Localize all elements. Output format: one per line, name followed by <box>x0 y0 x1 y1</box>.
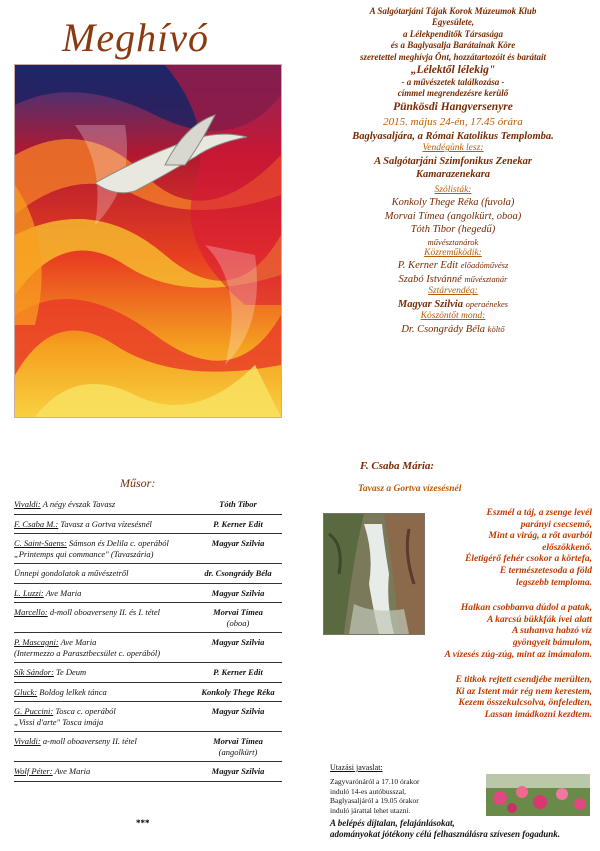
program-item <box>14 607 282 628</box>
travel-heading: Utazási javaslat: <box>330 763 383 772</box>
program-work-detail: „Vissi d'arte" Tosca imája <box>14 716 104 727</box>
greeting-label: Köszöntőt mond: <box>420 311 486 322</box>
program-work-detail: „Printemps qui commance" (Tavaszária) <box>14 548 154 559</box>
flowers-photo <box>486 774 590 816</box>
poem-line: legszebb temploma. <box>516 577 592 588</box>
program-work <box>14 736 194 747</box>
poem-line: Kezem összekulcsolva, önfeledten, <box>458 698 592 709</box>
star-name: Magyar Szilvia <box>397 298 463 310</box>
program-author: Marcello: <box>14 607 48 617</box>
program-divider <box>14 533 282 534</box>
contributors-label: Közreműködik: <box>424 248 482 259</box>
event-venue: Baglyasaljára, a Római Katolikus Templomba. <box>352 130 554 142</box>
event-subtitle: címmel megrendezésre kerülő <box>397 88 509 99</box>
poem-line: A suhanva habzó víz <box>512 626 592 637</box>
poem-line: Életigérő fehér csokor a körtefa, <box>465 554 592 565</box>
greeting-name: Dr. Csongrády Béla <box>401 323 486 335</box>
performer-name: Magyar Szilvia <box>211 538 265 548</box>
program-work-title: Sámson és Delila c. operából <box>66 538 169 548</box>
travel-line: Baglyasaljáról a 19.05 órakor <box>330 796 419 805</box>
soloists-role: művésztanárok <box>427 236 479 247</box>
contributor-role: művésztanár <box>464 273 508 284</box>
poem-stanza <box>390 603 592 661</box>
performer-name: Morvai Tímea <box>213 736 263 746</box>
program-work-title: A négy évszak Tavasz <box>40 499 116 509</box>
concert-name: Pünkösdi Hangversenyre <box>393 100 513 113</box>
soloist: Morvai Tímea (angolkürt, oboa) <box>384 210 522 222</box>
program-performer <box>194 568 282 579</box>
program-performer <box>194 766 282 777</box>
poem-title: Tavasz a Gortva vízesésnél <box>358 484 462 494</box>
program-work <box>14 637 194 658</box>
flowers-svg <box>486 774 590 816</box>
poem-line: Halkan csobbanva dúdol a patak, <box>460 603 592 614</box>
performer-name: Magyar Szilvia <box>211 637 265 647</box>
poem-stanza <box>390 508 592 589</box>
program-performer <box>194 736 282 757</box>
program-list <box>14 499 282 786</box>
performer-name: P. Kerner Edit <box>213 667 263 677</box>
program-author: P. Mascagni: <box>14 637 59 647</box>
program-work <box>14 568 194 579</box>
program-divider <box>14 632 282 633</box>
travel-info <box>330 777 480 815</box>
organizer-line: A Salgótarjáni Tájak Korok Múzeumok Klub <box>369 6 537 16</box>
performer-name: Morvai Tímea <box>213 607 263 617</box>
program-work-title: a-moll oboaverseny II. tétel <box>40 736 137 746</box>
organizer-line: a Lélekpenditők Társasága <box>403 28 503 39</box>
soloists-label: Szólisták: <box>434 184 472 195</box>
program-work-title: Te Deum <box>53 667 87 677</box>
performer-name: Magyar Szilvia <box>211 587 265 598</box>
program-item <box>14 568 282 579</box>
program-divider <box>14 583 282 584</box>
guest-label: Vendégünk lesz: <box>422 143 484 154</box>
soloist: Tóth Tibor (hegedű) <box>410 224 496 236</box>
contributor <box>310 259 596 273</box>
performer-name: dr. Csongrády Béla <box>204 568 272 578</box>
program-divider <box>14 563 282 564</box>
program-performer <box>194 538 282 549</box>
program-performer <box>194 637 282 648</box>
program-performer <box>194 706 282 717</box>
star-role: operaénekes <box>465 298 509 309</box>
greeting-role: költő <box>487 323 505 334</box>
program-work-title: Ünnepi gondolatok a művészetről <box>14 568 129 578</box>
program-divider <box>14 662 282 663</box>
program-author: Vivaldi: <box>14 499 41 509</box>
program-performer <box>194 519 282 530</box>
travel-line: induló 14-es autóbusszal, <box>330 786 407 796</box>
program-performer <box>194 588 282 599</box>
poem-line: A vízesés zúg-zúg, mint az imámalom. <box>444 649 592 660</box>
program-work-title: Tosca c. operából <box>53 706 116 716</box>
event-subtitle: - a művészetek találkozása - <box>401 77 505 88</box>
flame-painting-svg <box>15 65 281 417</box>
poem-stanza <box>390 675 592 721</box>
program-author: L. Luzzi: <box>14 587 44 598</box>
program-author: Sík Sándor: <box>14 667 54 677</box>
program-divider <box>14 761 282 762</box>
poem-line: előszökkenő. <box>542 542 592 553</box>
program-author: Vivaldi: <box>14 736 41 746</box>
program-item <box>14 538 282 559</box>
guest-name: A Salgótarjáni Szimfonikus Zenekar <box>374 155 532 167</box>
event-date: 2015. május 24-én, 17.45 órára <box>383 115 523 128</box>
poem-author: F. Csaba Mária: <box>360 460 435 472</box>
organizer-line: és a Baglyasalja Barátainak Köre <box>390 40 516 51</box>
program-performer <box>194 607 282 628</box>
program-item <box>14 766 282 777</box>
program-work <box>14 538 194 559</box>
program-performer <box>194 667 282 678</box>
program-work <box>14 706 194 727</box>
poem-line: E természetesoda a föld <box>499 565 592 576</box>
page-title: Meghívó <box>62 15 209 60</box>
program-closing: *** <box>136 818 150 828</box>
program-work-title: Ave Maria <box>43 587 82 598</box>
program-item <box>14 499 282 510</box>
footer-line: A belépés díjtalan, felajánlásokat, <box>330 818 455 828</box>
event-title: „Lélektől lélekig" <box>410 64 496 77</box>
program-title: Műsor: <box>120 476 156 490</box>
performer-name: P. Kerner Edit <box>213 518 263 529</box>
program-work <box>14 519 194 530</box>
performer-name: Magyar Szilvia <box>211 706 265 716</box>
poem-line: gyöngyeit bámulom, <box>512 637 592 648</box>
program-author: Wolf Péter: <box>14 766 53 776</box>
invite-line: szeretettel meghívja Önt, hozzátartozóit és barátait <box>359 51 546 62</box>
program-divider <box>14 731 282 732</box>
poem-line: Eszmél a táj, a zsenge levél <box>486 508 592 518</box>
program-work <box>14 687 194 698</box>
poem-line: parányi csecsemő, <box>520 519 592 530</box>
program-work <box>14 766 194 777</box>
star-label: Sztárvendég: <box>428 286 478 297</box>
footer-note <box>330 818 600 840</box>
program-work <box>14 667 194 678</box>
poem-line: Ki az Istent már rég nem kerestem, <box>455 686 592 697</box>
abstract-painting-image <box>14 64 282 418</box>
program-performer <box>194 499 282 510</box>
program-item <box>14 519 282 530</box>
guest-name: Kamarazenekara <box>415 169 491 181</box>
program-author: C. Saint-Saens: <box>14 538 67 548</box>
program-divider <box>14 514 282 515</box>
program-item <box>14 588 282 599</box>
poem-body <box>390 508 592 736</box>
program-author: G. Puccini: <box>14 706 54 716</box>
contributor <box>310 273 596 287</box>
poem-line: Mint a virág, a rőt avarból <box>488 531 592 542</box>
program-work-detail: (Intermezzo a Parasztbecsület c. operából) <box>14 647 161 658</box>
program-divider <box>14 682 282 683</box>
contributor-name: P. Kerner Edit <box>397 260 458 272</box>
program-item <box>14 637 282 658</box>
program-work <box>14 588 194 599</box>
performer-name: Magyar Szilvia <box>211 766 265 776</box>
program-item <box>14 736 282 757</box>
poem-line: Lassan imádkozni kezdtem. <box>484 709 592 720</box>
travel-line: Zagyvarónáról a 17.10 órakor <box>330 777 420 786</box>
program-performer <box>194 687 282 698</box>
contributor-role: előadóművész <box>460 260 509 271</box>
performer-instrument: (oboa) <box>226 617 250 628</box>
program-work-title: Ave Maria <box>52 766 91 776</box>
performer-name: Tóth Tibor <box>219 499 257 509</box>
program-item <box>14 706 282 727</box>
program-work-title: Boldog lelkek tánca <box>37 686 107 697</box>
program-work-title: d-moll oboaverseny II. és I. tétel <box>47 607 161 617</box>
contributor-name: Szabó Istvánné <box>398 273 462 285</box>
program-work <box>14 499 194 510</box>
program-work-title: Tavasz a Gortva vízesésnél <box>58 518 152 529</box>
program-author: Gluck: <box>14 686 38 697</box>
soloist: Konkoly Thege Réka (fuvola) <box>391 197 515 209</box>
performer-name: Konkoly Thege Réka <box>201 686 275 697</box>
program-work-title: Ave Maria <box>58 637 97 647</box>
program-divider <box>14 701 282 702</box>
program-divider <box>14 781 282 782</box>
program-item <box>14 687 282 698</box>
travel-line: induló járattal lehet utazni. <box>330 805 411 815</box>
program-divider <box>14 602 282 603</box>
performer-instrument: (angolkürt) <box>218 746 258 757</box>
program-work <box>14 607 194 618</box>
footer-line: adományokat jótékony célú felhasználásra szívesen fogadunk. <box>330 829 561 839</box>
invitation-text <box>310 6 596 336</box>
program-author: F. Csaba M.: <box>14 518 59 529</box>
organizer-line: Egyesülete, <box>431 17 475 28</box>
poem-line: A karcsú bükkfák ívei alatt <box>486 614 592 625</box>
program-item <box>14 667 282 678</box>
poem-line: E titkok rejtett csendjébe merülten, <box>455 675 592 686</box>
